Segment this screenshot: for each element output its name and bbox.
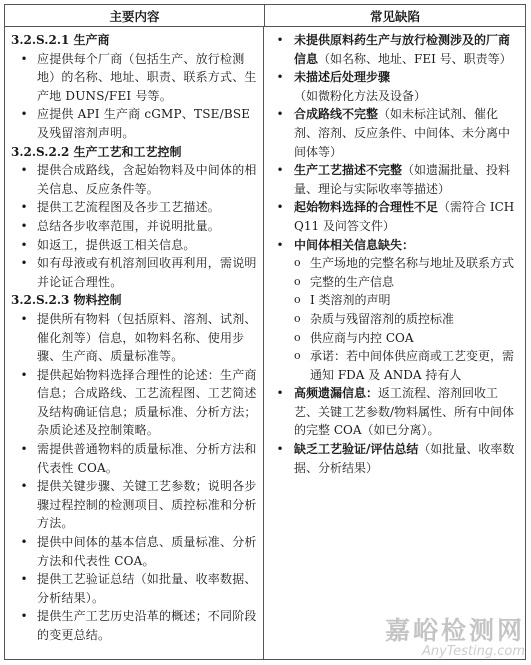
sub-item [294,347,519,384]
sub-item [294,273,519,292]
bullet-icon: • [20,237,28,252]
list-item-text: 需提供普通物料的质量标准、分析方法和代表性 COA。 [37,442,257,475]
header-common-defects: 常见缺陷 [369,8,420,24]
defect-text [290,198,519,235]
list-item [11,161,257,198]
defects-table [4,4,526,660]
list-item [11,477,257,533]
list-item [11,570,257,607]
sub-item-text: 杂质与残留溶剂的质控标准 [310,311,455,326]
bullet-icon: • [20,535,28,550]
section-title: 3.2.S.2.2 生产工艺和工艺控制 [11,144,182,159]
list-item [11,254,257,291]
bullet-icon: • [276,237,284,252]
list-item-text: 应提供每个厂商（包括生产、放行检测地）的名称、地址、职责、联系方式、生产地 DUNS/FEI 号等。 [37,51,257,103]
defect-bold-text: 起始物料选择的合理性不足 [294,200,439,215]
sub-item-text: I 类溶剂的声明 [310,293,391,308]
bullet-icon: • [276,163,284,178]
defect-text [290,68,519,105]
bullet-icon: • [20,609,28,624]
bullet-icon: • [276,107,284,122]
defect-bold-text: 未描述后处理步骤 [294,70,391,85]
bullet-icon: • [20,200,28,215]
list-item [11,50,257,106]
defect-item [270,31,519,68]
circle-bullet-icon: o [294,274,301,288]
bullet-icon: • [276,386,284,401]
bullet-icon: • [20,311,28,326]
main-content-column [5,27,264,659]
defect-text [290,105,519,161]
list-item [11,217,257,236]
table-header-row [5,5,525,27]
sub-item-text: 承诺：若中间体供应商或工艺变更，需通知 FDA 及 ANDA 持有人 [310,349,515,382]
defect-item [270,68,519,105]
circle-bullet-icon: o [294,256,301,270]
defect-bold-text: 中间体相关信息缺失： [294,237,415,252]
list-item [11,440,257,477]
sub-item [294,291,519,310]
sub-item [294,310,519,329]
watermark-cn: 嘉峪检测网 [384,616,525,645]
list-item-text: 提供中间体的基本信息、质量标准、分析方法和代表性 COA。 [37,535,257,568]
common-defects-column [264,27,525,659]
defect-item [270,384,519,440]
sub-item [294,254,519,273]
defect-detail-text: （如微粉化方法及设备） [294,88,427,103]
list-item-text: 如返工，提供返工相关信息。 [37,237,196,252]
defect-item [270,105,519,161]
list-item [11,310,257,366]
defect-item [270,161,519,198]
defect-text [290,440,519,477]
list-item [11,105,257,142]
circle-bullet-icon: o [294,330,301,344]
defect-text [290,384,519,440]
defect-bold-text: 合成路线不完整 [294,107,379,122]
list-item [11,533,257,570]
bullet-icon: • [20,479,28,494]
list-item-text: 总结各步收率范围，并说明批量。 [37,218,221,233]
list-item [11,236,257,255]
bullet-icon: • [276,442,284,457]
bullet-icon: • [20,51,28,66]
sub-item-text: 完整的生产信息 [310,274,395,289]
sub-item-text: 生产场地的完整名称与地址及联系方式 [310,256,515,271]
circle-bullet-icon: o [294,311,301,325]
bullet-icon: • [20,218,28,233]
watermark [385,611,525,659]
defect-detail-text: 返工流程、溶剂回收工艺、关键工艺参数/物料属性、所有中间体的完整 COA（如已分离）。 [294,386,515,438]
bullet-icon: • [276,70,284,85]
defect-item [270,236,519,255]
list-item-text: 提供合成路线，含起始物料及中间体的相关信息、反应条件等。 [37,163,257,196]
defect-detail-text: （如遗漏批量、投料量、理论与实际收率等描述） [294,163,511,196]
header-main-content: 主要内容 [5,5,265,26]
list-item-text: 提供工艺验证总结（如批量、收率数据、分析结果）。 [37,572,257,605]
bullet-icon: • [20,572,28,587]
list-item-text: 提供生产工艺历史沿革的概述；不同阶段的变更总结。 [37,609,257,642]
defect-text [290,31,519,68]
bullet-icon: • [20,367,28,382]
defect-text [290,161,519,198]
list-item-text: 提供所有物料（包括原料、溶剂、试剂、催化剂等）信息，如物料名称、使用步骤、生产商、质量标准等。 [37,311,257,364]
defect-bold-text: 未提供原料药生产与放行检测涉及的厂商信息 [294,33,511,66]
bullet-icon: • [20,256,28,271]
section-title: 3.2.S.2.3 物料控制 [11,293,122,308]
list-item-text: 提供关键步骤、关键工艺参数；说明各步骤过程控制的检测项目、质控标准和分析方法。 [37,479,257,531]
defect-detail-text: （如未标注试剂、催化剂、溶剂、反应条件、中间体、未分离中间体等） [294,107,511,159]
list-item [11,607,257,644]
defect-text [290,236,519,255]
defect-detail-text: （需符合 ICH Q11 及问答文件） [294,200,515,233]
section-title: 3.2.S.2.1 生产商 [11,33,110,47]
circle-bullet-icon: o [294,293,301,307]
bullet-icon: • [20,442,28,457]
table-body-row [5,27,525,659]
defect-item [270,440,519,477]
defect-detail-text: （如名称、地址、FEI 号、职责等） [318,51,512,66]
sub-item [294,329,519,348]
watermark-en: AnyTesting.com [421,644,525,659]
bullet-icon: • [20,107,28,122]
bullet-icon: • [276,200,284,215]
list-item [11,366,257,440]
defect-bold-text: 缺乏工艺验证/评估总结 [294,442,419,457]
circle-bullet-icon: o [294,349,301,363]
bullet-icon: • [20,163,28,178]
defect-bold-text: 高频遗漏信息： [294,386,379,401]
sub-item-text: 供应商与内控 COA [310,330,414,345]
list-item-text: 如有母液或有机溶剂回收再利用，需说明并论证合理性。 [37,256,257,289]
defect-detail-text: （如批量、收率数据、分析结果） [294,442,515,475]
defect-item [270,198,519,235]
list-item-text: 提供起始物料选择合理性的论述：生产商信息；合成路线、工艺流程图、工艺简述及结构确证信息；质量标准、分析方法；杂质论述及控制策略。 [37,367,257,438]
bullet-icon: • [276,33,284,47]
list-item-text: 应提供 API 生产商 cGMP、TSE/BSE 及残留溶剂声明。 [37,107,251,140]
list-item [11,198,257,217]
list-item-text: 提供工艺流程图及各步工艺描述。 [37,200,221,215]
defect-bold-text: 生产工艺描述不完整 [294,163,403,178]
